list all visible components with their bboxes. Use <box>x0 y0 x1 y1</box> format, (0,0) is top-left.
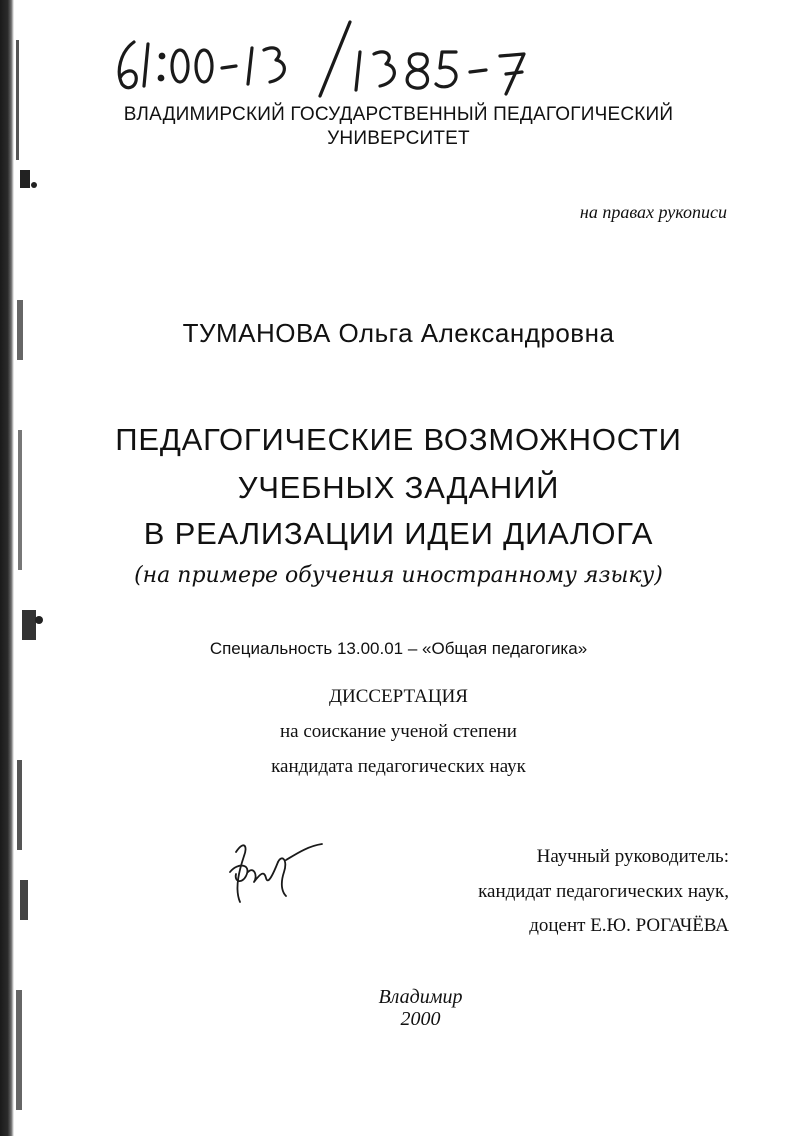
title-line-1: ПЕДАГОГИЧЕСКИЕ ВОЗМОЖНОСТИ <box>115 422 682 457</box>
handwritten-signature <box>226 832 326 912</box>
author-name: ТУМАНОВА Ольга Александровна <box>182 318 615 348</box>
title-line-3: В РЕАЛИЗАЦИИ ИДЕИ ДИАЛОГА <box>143 516 654 551</box>
university-line-2: УНИВЕРСИТЕТ <box>327 128 470 149</box>
title-subtitle: (на примере обучения иностранному языку) <box>134 563 663 588</box>
university-line-1: ВЛАДИМИРСКИЙ ГОСУДАРСТВЕННЫЙ ПЕДАГОГИЧЕСКИЙ <box>123 104 674 125</box>
thesis-line-2: на соискание ученой степени <box>280 721 517 742</box>
thesis-type: ДИССЕРТАЦИЯ <box>329 686 468 707</box>
place: Владимир <box>378 986 463 1008</box>
rights-note: на правах рукописи <box>579 202 727 222</box>
supervisor-label: Научный руководитель: <box>536 846 729 867</box>
handwritten-catalog-code <box>0 12 560 102</box>
title-line-2: УЧЕБНЫХ ЗАДАНИЙ <box>237 470 560 505</box>
supervisor-name: доцент Е.Ю. РОГАЧЁВА <box>529 915 729 936</box>
specialty: Специальность 13.00.01 – «Общая педагогика» <box>209 639 588 658</box>
year: 2000 <box>400 1008 441 1030</box>
supervisor-degree: кандидат педагогических наук, <box>478 881 729 902</box>
thesis-line-3: кандидата педагогических наук <box>271 756 526 777</box>
